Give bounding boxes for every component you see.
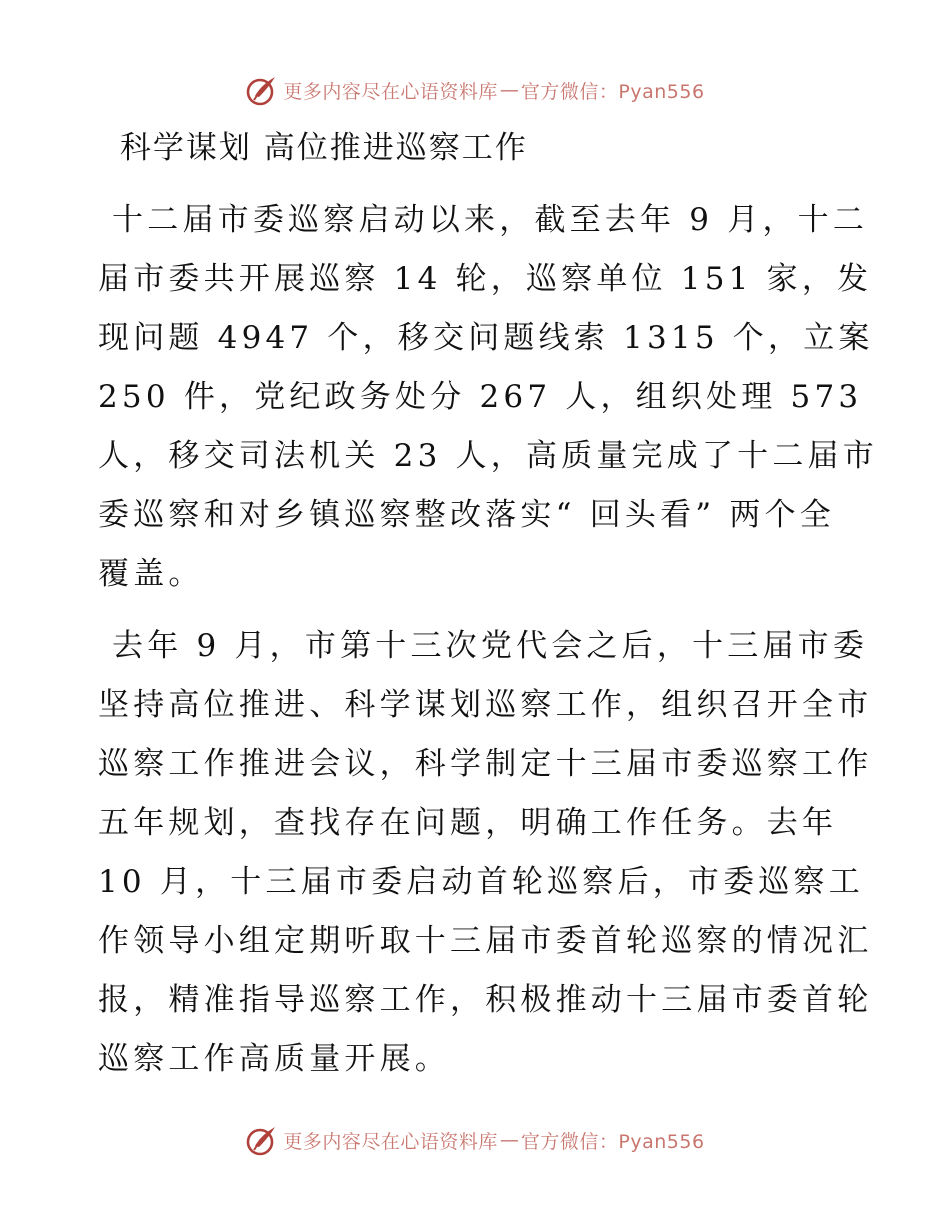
paragraph-line: 坚持高位推进、科学谋划巡察工作，组织召开全市: [98, 687, 873, 723]
paragraph-line: 巡察工作高质量开展。: [98, 1041, 450, 1077]
banner-separator: —: [499, 79, 519, 101]
paragraph-line: 250 件，党纪政务处分 267 人，组织处理 573: [98, 379, 863, 415]
paragraph-line: 巡察工作推进会议，科学制定十三届市委巡察工作: [98, 746, 873, 782]
paragraph-line: 十二届市委巡察启动以来，截至去年 9 月，十二: [98, 202, 869, 238]
banner-separator: —: [499, 1129, 519, 1151]
quill-pen-logo-icon: [245, 1123, 279, 1157]
paragraph-line: 届市委共开展巡察 14 轮，巡察单位 151 家，发: [98, 261, 873, 297]
quill-pen-logo-icon: [245, 73, 279, 107]
banner-main-text: 更多内容尽在心语资料库: [283, 1130, 498, 1153]
header-watermark-banner: [0, 70, 950, 110]
paragraph-line: 现问题 4947 个，移交问题线索 1315 个，立案: [98, 320, 874, 356]
paragraph-line: 五年规划，查找存在问题，明确工作任务。去年: [98, 805, 838, 841]
paragraph-2: [98, 617, 873, 1089]
paragraph-line: 人，移交司法机关 23 人，高质量完成了十二届市: [98, 438, 878, 474]
paragraph-line: 委巡察和对乡镇巡察整改落实“ 回头看” 两个全: [98, 497, 836, 533]
paragraph-1: [98, 191, 878, 604]
document-title: 科学谋划 高位推进巡察工作: [108, 130, 528, 166]
paragraph-line: 作领导小组定期听取十三届市委首轮巡察的情况汇: [98, 923, 873, 959]
paragraph-line: 10 月，十三届市委启动首轮巡察后，市委巡察工: [98, 864, 864, 900]
banner-wechat-text: 官方微信：Pyan556: [520, 1130, 705, 1153]
banner-main-text: 更多内容尽在心语资料库: [283, 80, 498, 103]
paragraph-line: 去年 9 月，市第十三次党代会之后，十三届市委: [98, 628, 869, 664]
banner-wechat-text: 官方微信：Pyan556: [520, 80, 705, 103]
footer-watermark-banner: [0, 1120, 950, 1160]
paragraph-line: 覆盖。: [98, 556, 204, 592]
paragraph-line: 报，精准指导巡察工作，积极推动十三届市委首轮: [98, 982, 873, 1018]
